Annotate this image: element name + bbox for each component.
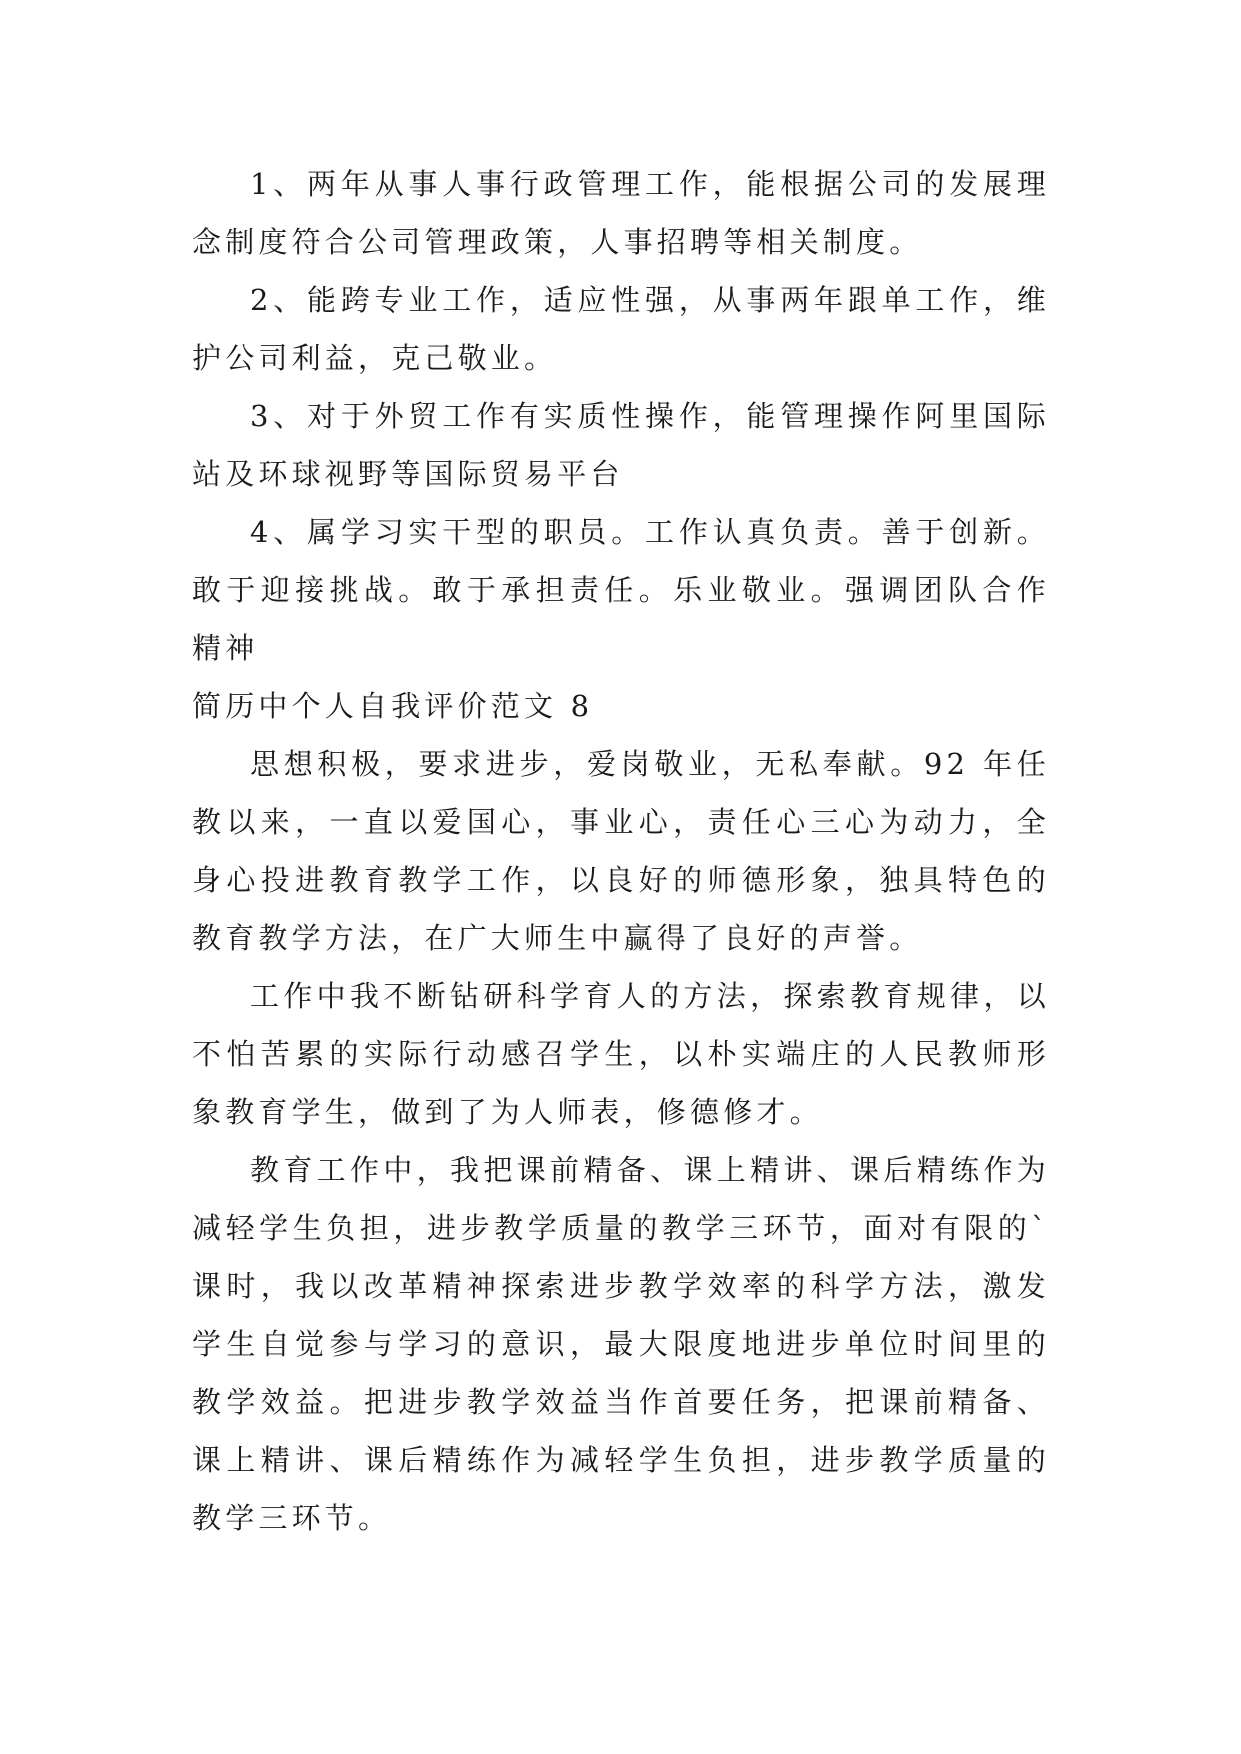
section-title: 简历中个人自我评价范文 8 — [192, 689, 594, 723]
list-item: 1、两年从事人事行政管理工作，能根据公司的发展理念制度符合公司管理政策，人事招聘等相关制度。 — [192, 167, 1050, 259]
body-paragraph: 教育工作中，我把课前精备、课上精讲、课后精练作为减轻学生负担，进步教学质量的教学三环节，面对有限的`课时，我以改革精神探索进步教学效率的科学方法，激发学生自觉参与学习的意识，最大限度地进步单位时间里的教学效益。把进步教学效益当作首要任务，把课前精备、课上精讲、课后精练作为减轻学生负担，进步教学质量的教学三环节。 — [192, 1153, 1050, 1535]
document-body — [192, 155, 1050, 1547]
list-item: 4、属学习实干型的职员。工作认真负责。善于创新。敢于迎接挑战。敢于承担责任。乐业敬业。强调团队合作精神 — [192, 515, 1050, 665]
body-paragraph: 思想积极，要求进步，爱岗敬业，无私奉献。92 年任教以来，一直以爱国心，事业心，责任心三心为动力，全身心投进教育教学工作，以良好的师德形象，独具特色的教育教学方法，在广大师生中赢得了良好的声誉。 — [192, 747, 1050, 955]
body-paragraph: 工作中我不断钻研科学育人的方法，探索教育规律，以不怕苦累的实际行动感召学生，以朴实端庄的人民教师形象教育学生，做到了为人师表，修德修才。 — [192, 979, 1050, 1129]
list-item: 3、对于外贸工作有实质性操作，能管理操作阿里国际站及环球视野等国际贸易平台 — [192, 399, 1050, 491]
list-item: 2、能跨专业工作，适应性强，从事两年跟单工作，维护公司利益，克己敬业。 — [192, 283, 1050, 375]
